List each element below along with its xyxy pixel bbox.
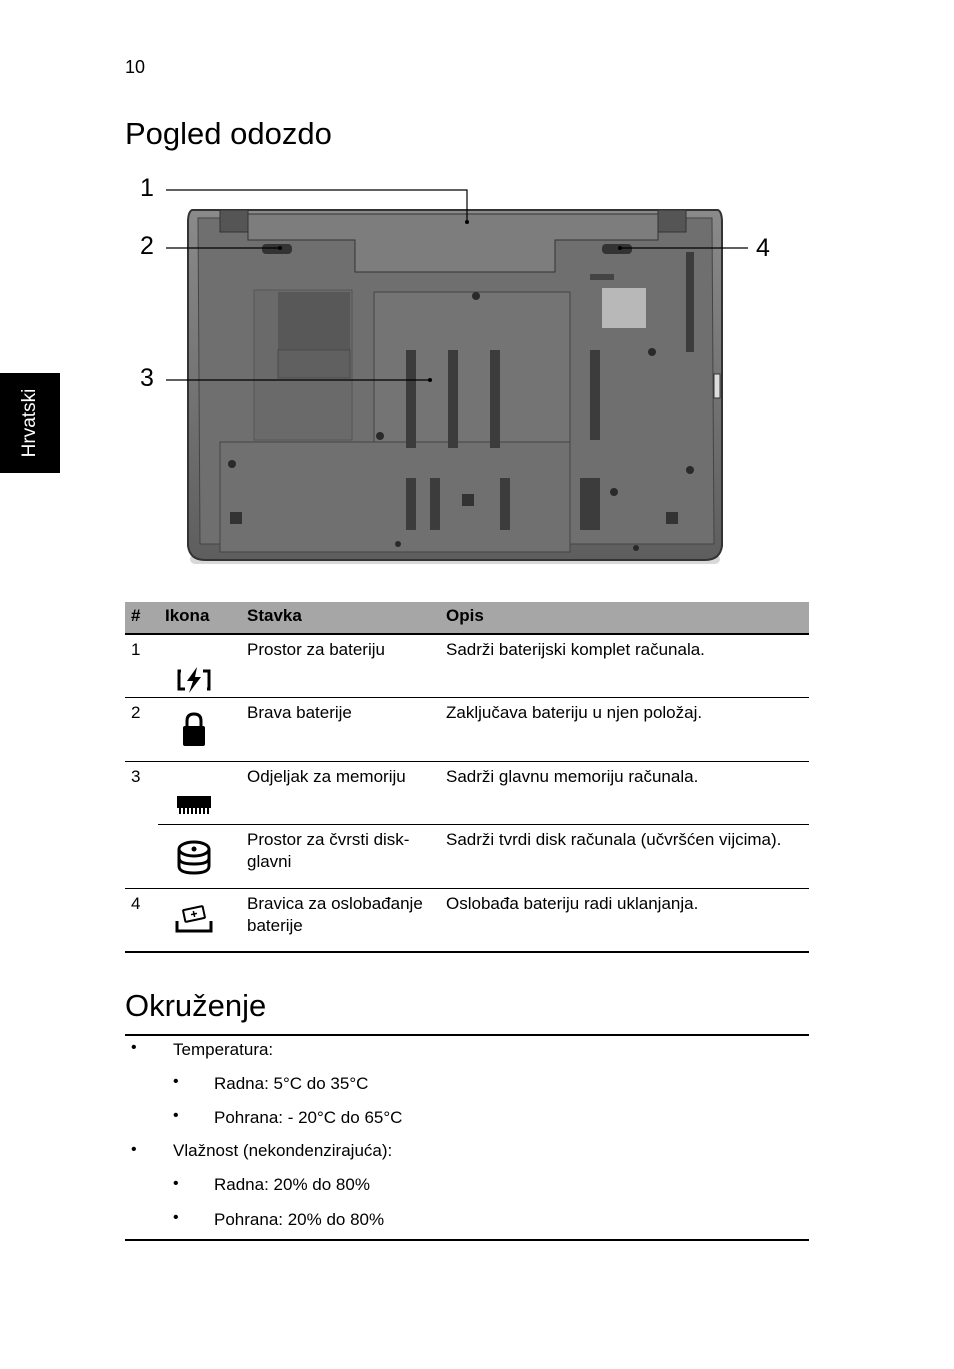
callout-4: 4 — [756, 234, 770, 262]
table-row — [125, 698, 809, 762]
battery-icon — [175, 665, 213, 695]
bullet-icon: • — [131, 1141, 137, 1158]
row-item: Prostor za čvrsti disk-glavni — [247, 830, 410, 871]
row-num: 4 — [131, 894, 141, 913]
row-num: 1 — [131, 640, 141, 659]
table-row — [125, 635, 809, 698]
table-row — [125, 825, 809, 889]
laptop-bottom-figure — [130, 172, 780, 572]
row-num: 3 — [131, 767, 141, 786]
section-title-bottom-view: Pogled odozdo — [125, 116, 332, 151]
list-item: Pohrana: 20% do 80% — [214, 1210, 385, 1229]
callout-1: 1 — [140, 174, 154, 202]
table-row — [125, 889, 809, 952]
row-desc: Oslobađa bateriju radi uklanjanja. — [446, 894, 699, 913]
language-tab — [0, 373, 60, 473]
header-desc: Opis — [446, 606, 484, 625]
list-item: Radna: 20% do 80% — [214, 1175, 370, 1194]
bullet-icon: • — [173, 1209, 179, 1226]
row-item: Brava baterije — [247, 703, 352, 722]
row-desc: Zaključava bateriju u njen položaj. — [446, 703, 703, 722]
components-table — [125, 602, 809, 952]
bullet-icon: • — [173, 1175, 179, 1192]
list-item: Temperatura: — [173, 1040, 274, 1059]
table-header — [125, 602, 809, 635]
hard-disk-icon — [175, 839, 213, 875]
callout-2: 2 — [140, 232, 154, 260]
row-desc: Sadrži tvrdi disk računala (učvršćen vijcima). — [446, 830, 782, 849]
header-icon: Ikona — [165, 606, 210, 625]
bullet-icon: • — [131, 1039, 137, 1056]
section-divider-top — [125, 1034, 809, 1036]
bullet-icon: • — [173, 1073, 179, 1090]
language-tab-label: Hrvatski — [19, 388, 40, 458]
row-desc: Sadrži baterijski komplet računala. — [446, 640, 705, 659]
row-item: Prostor za bateriju — [247, 640, 385, 659]
table-row — [125, 762, 809, 825]
bullet-icon: • — [173, 1107, 179, 1124]
memory-icon — [175, 792, 213, 818]
callout-3: 3 — [140, 364, 154, 392]
section-title-environment: Okruženje — [125, 988, 267, 1023]
section-divider-bottom — [125, 1239, 809, 1241]
header-item: Stavka — [247, 606, 302, 625]
list-item: Pohrana: - 20°C do 65°C — [214, 1108, 403, 1127]
row-desc: Sadrži glavnu memoriju računala. — [446, 767, 699, 786]
page-number: 10 — [125, 57, 146, 77]
battery-release-icon — [175, 905, 213, 935]
row-num: 2 — [131, 703, 141, 722]
list-item: Radna: 5°C do 35°C — [214, 1074, 369, 1093]
laptop-bottom-illustration — [130, 172, 780, 572]
lock-icon — [175, 712, 213, 746]
row-item: Odjeljak za memoriju — [247, 767, 406, 786]
list-item: Vlažnost (nekondenzirajuća): — [173, 1141, 393, 1160]
header-num: # — [131, 606, 141, 625]
row-item: Bravica za oslobađanje baterije — [247, 894, 423, 935]
